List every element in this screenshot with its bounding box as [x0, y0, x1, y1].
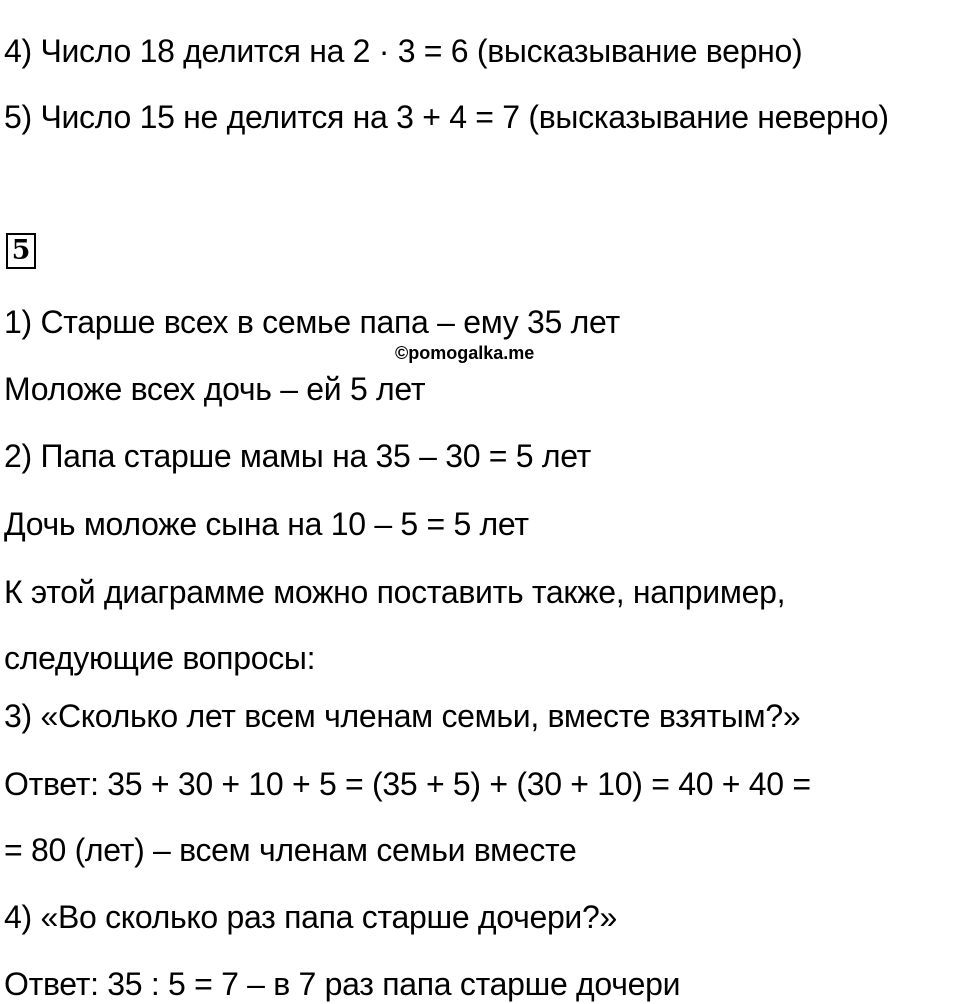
text-line-questions: следующие вопросы:	[4, 640, 316, 676]
text-line-question-4: 4) «Во сколько раз папа старше дочери?»	[4, 899, 618, 935]
text-line-statement-4: 4) Число 18 делится на 2 · 3 = 6 (высказывание верно)	[4, 33, 803, 69]
watermark: ©pomogalka.me	[395, 343, 535, 363]
text-line-youngest: Моложе всех дочь – ей 5 лет	[4, 371, 426, 407]
task-number-box: 5	[6, 233, 36, 269]
text-line-statement-5: 5) Число 15 не делится на 3 + 4 = 7 (высказывание неверно)	[4, 99, 889, 135]
text-line-answer-1: 1) Старше всех в семье папа – ему 35 лет	[4, 304, 620, 340]
text-line-daughter-son: Дочь моложе сына на 10 – 5 = 5 лет	[4, 506, 529, 542]
text-line-answer-3b: = 80 (лет) – всем членам семьи вместе	[4, 832, 577, 868]
text-line-answer-3a: Ответ: 35 + 30 + 10 + 5 = (35 + 5) + (30 + 10) = 40 + 40 =	[4, 766, 811, 802]
text-line-diagram-note: К этой диаграмме можно поставить также, например,	[4, 574, 786, 610]
text-line-answer-2: 2) Папа старше мамы на 35 – 30 = 5 лет	[4, 438, 592, 474]
text-line-answer-4: Ответ: 35 : 5 = 7 – в 7 раз папа старше дочери	[4, 966, 681, 1002]
text-line-question-3: 3) «Сколько лет всем членам семьи, вместе взятым?»	[4, 698, 801, 734]
